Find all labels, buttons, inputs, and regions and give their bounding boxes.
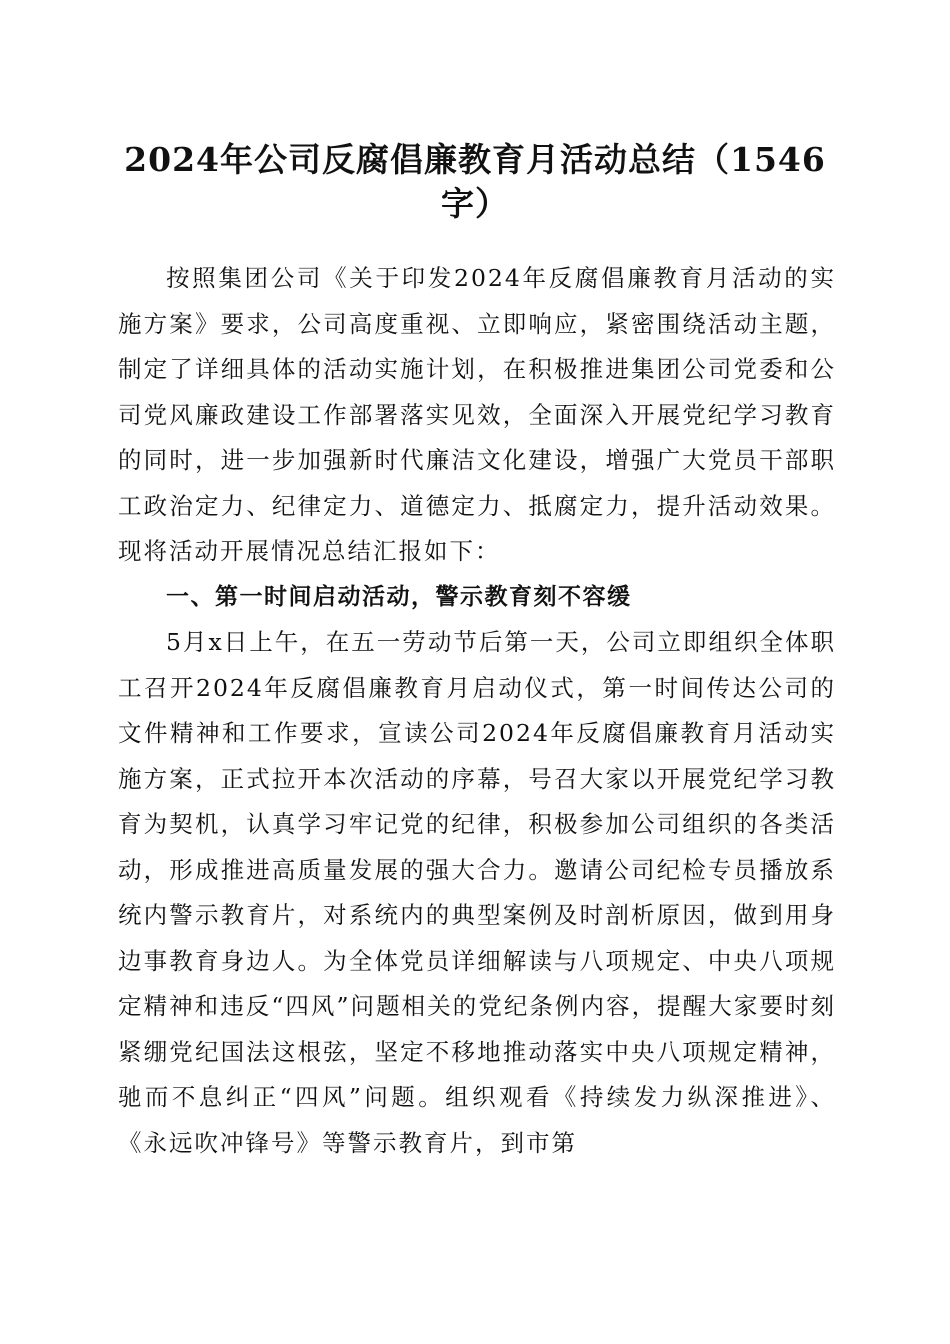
section-heading-1: 一、第一时间启动活动，警示教育刻不容缓 xyxy=(166,583,632,610)
document-title: 2024年公司反腐倡廉教育月活动总结（1546字） xyxy=(124,140,826,223)
section-1-paragraph: 5月x日上午，在五一劳动节后第一天，公司立即组织全体职工召开2024年反腐倡廉教育月启动仪式，第一时间传达公司的文件精神和工作要求，宣读公司2024年反腐倡廉教育月活动实施方案，正式拉开本次活动的序幕，号召大家以开展党纪学习教育为契机，认真学习牢记党的纪律，积极参加公司组织的各类活动，形成推进高质量发展的强大合力。邀请公司纪检专员播放系统内警示教育片，对系统内的典型案例及时剖析原因，做到用身边事教育身边人。为全体党员详细解读与八项规定、中央八项规定精神和违反“四风”问题相关的党纪条例内容，提醒大家要时刻紧绷党纪国法这根弦，坚定不移地推动落实中央八项规定精神，驰而不息纠正“四风”问题。组织观看《持续发力纵深推进》、《永远吹冲锋号》等警示教育片，到市第 xyxy=(118,628,836,1157)
document-body xyxy=(118,256,836,1166)
intro-paragraph: 按照集团公司《关于印发2024年反腐倡廉教育月活动的实施方案》要求，公司高度重视、立即响应，紧密围绕活动主题，制定了详细具体的活动实施计划，在积极推进集团公司党委和公司党风廉政建设工作部署落实见效，全面深入开展党纪学习教育的同时，进一步加强新时代廉洁文化建设，增强广大党员干部职工政治定力、纪律定力、道德定力、抵腐定力，提升活动效果。现将活动开展情况总结汇报如下： xyxy=(118,264,836,565)
